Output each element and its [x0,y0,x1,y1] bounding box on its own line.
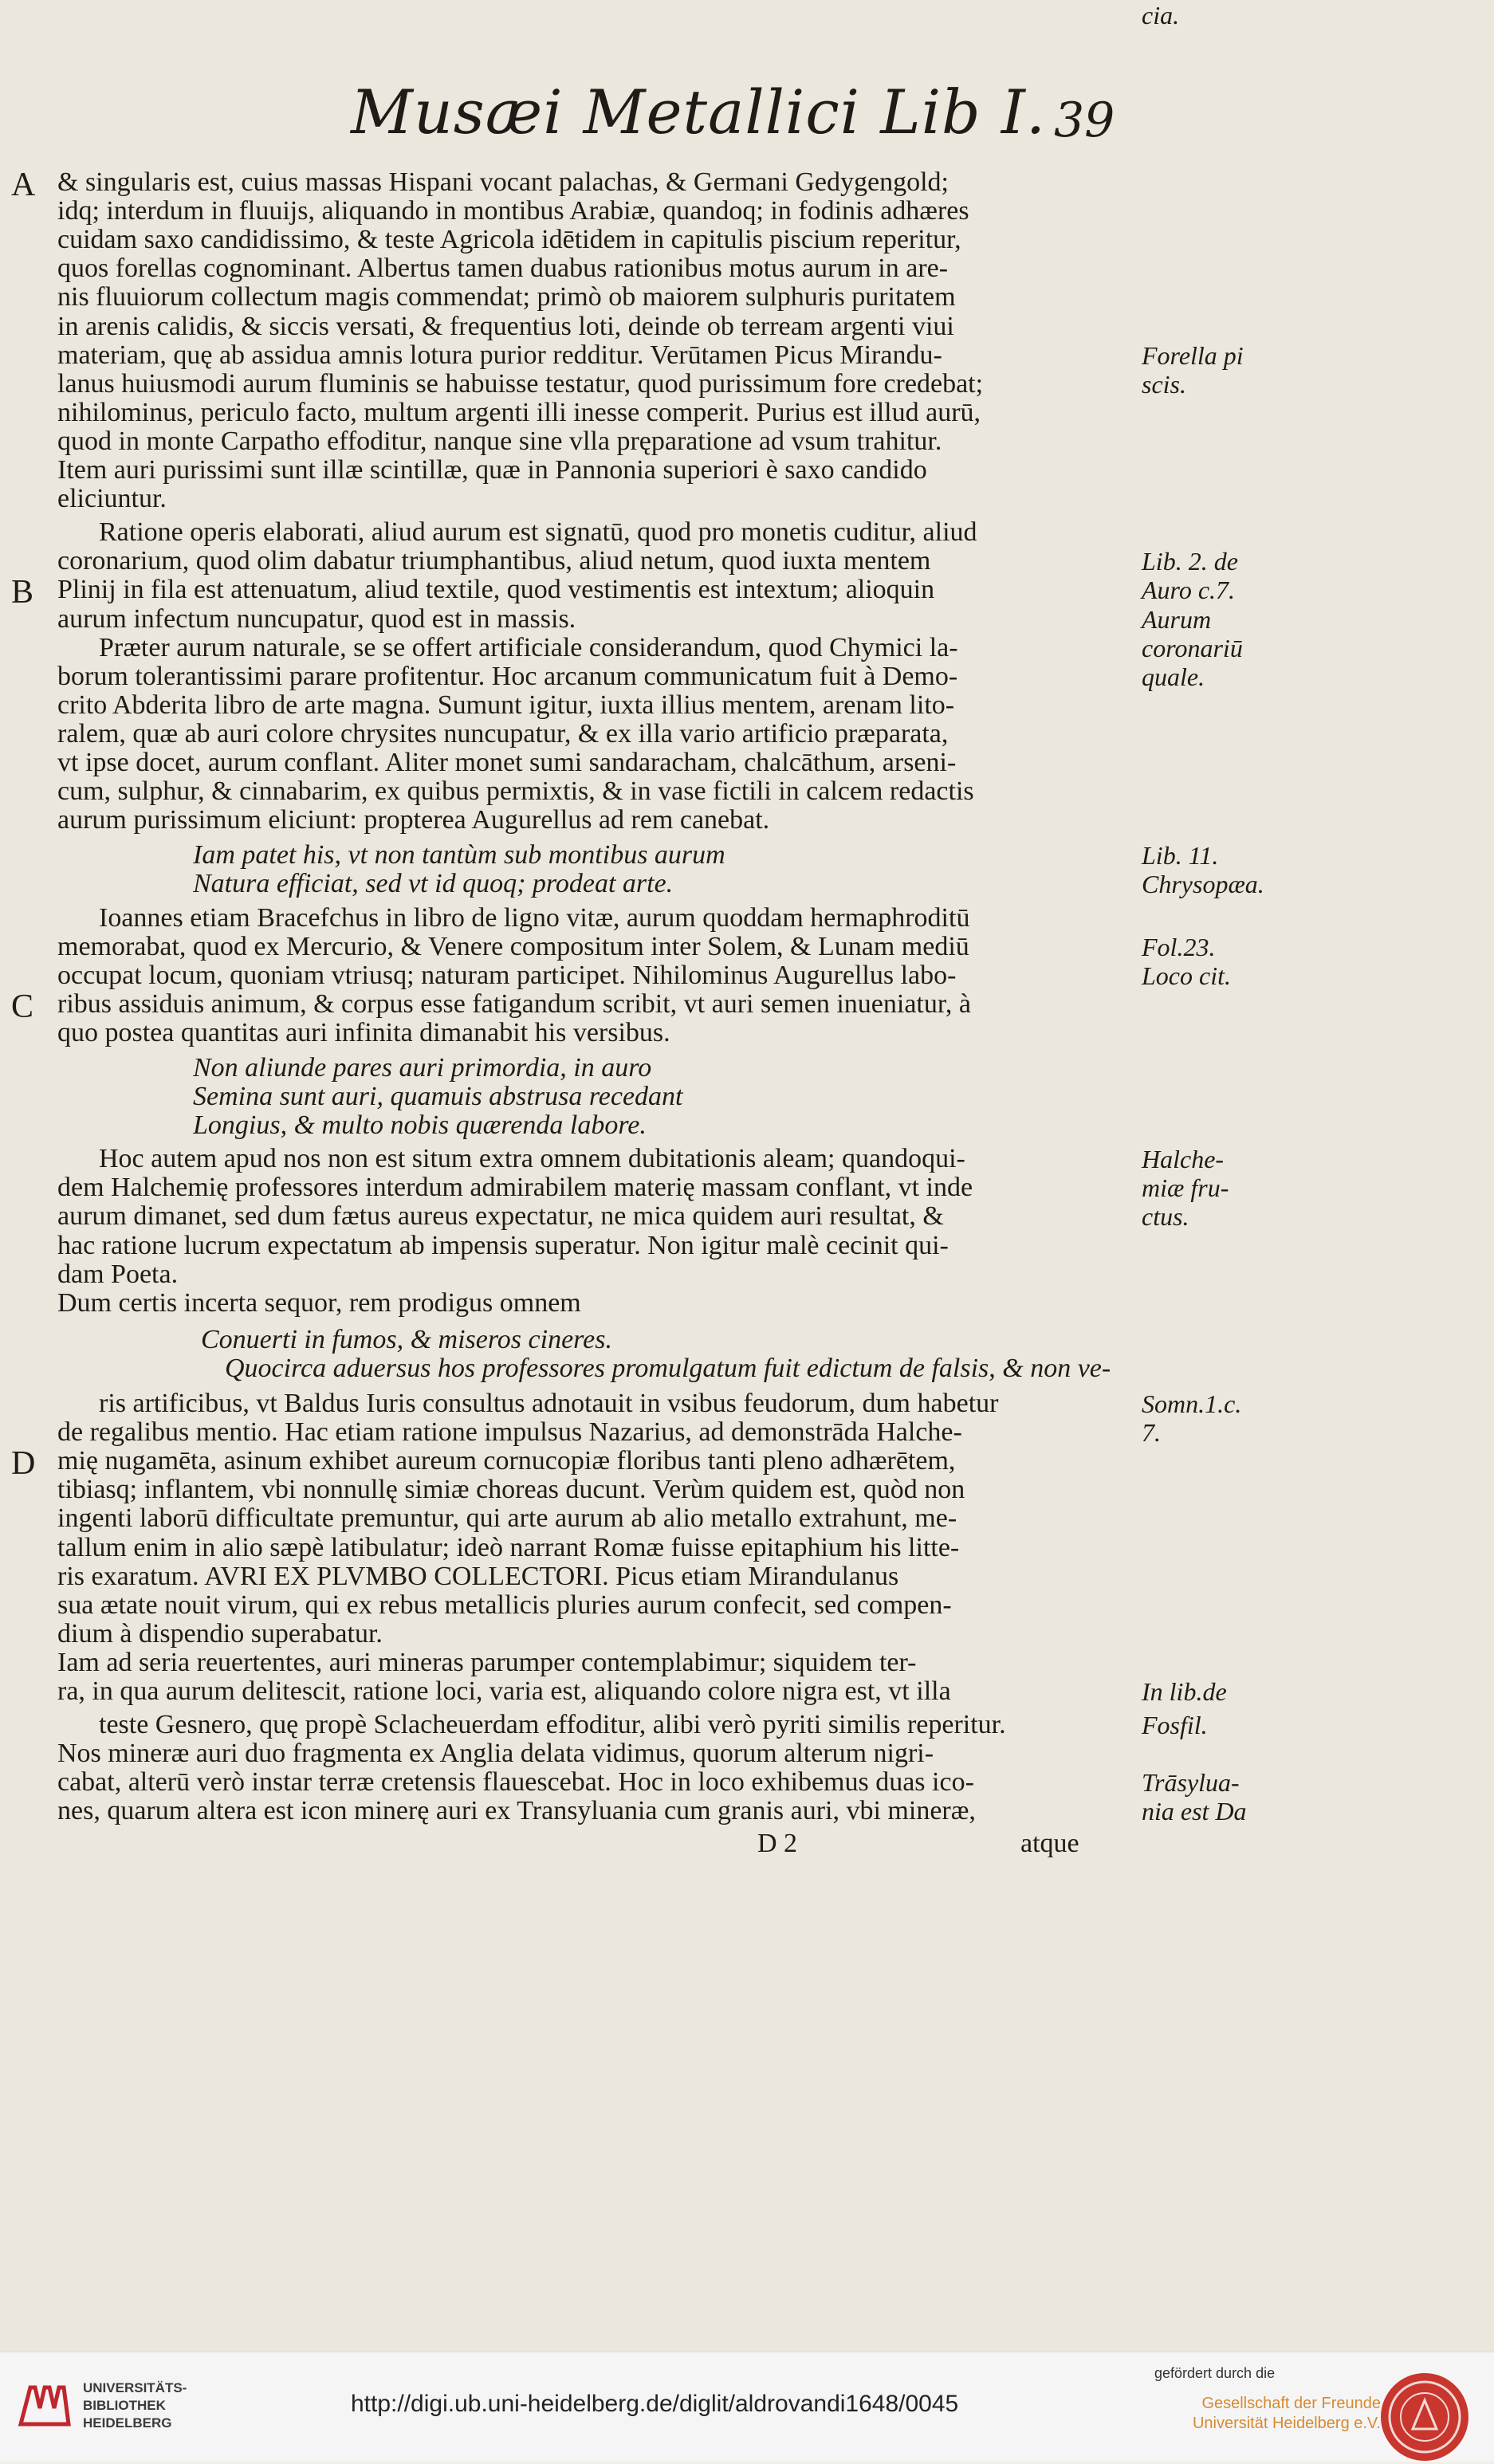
text-line: quod in monte Carpatho effoditur, nanque sine vlla pręparatione ad vsum trahitur. [57,426,942,456]
running-head-title: Musæi Metallici Lib I. [351,77,1047,147]
text-line: cum, sulphur, & cinnabarim, ex quibus permixtis, & in vase fictili in calcem redactis [57,776,974,806]
text-line: Item auri purissimi sunt illæ scintillæ, quæ in Pannonia superiori è saxo candido [57,455,927,485]
verse-line: Quocirca aduersus hos professores promulgatum fuit edictum de falsis, & non ve- [225,1354,1111,1383]
text-line: Præter aurum naturale, se se offert artificiale considerandum, quod Chymici la- [99,633,958,662]
text-line: Nos mineræ auri duo fragmenta ex Anglia delata vidimus, quorum alterum nigri- [57,1739,934,1768]
margin-note: Forella pi [1142,341,1244,370]
text-line: tibiasq; inflantem, vbi nonnullę simiæ choreas ducunt. Verùm quidem est, quòd non [57,1475,965,1504]
text-line: sua ætate nouit virum, qui ex rebus metallicis pluries aurum confecit, sed compen- [57,1590,952,1620]
sponsor-name: Gesellschaft der Freunde Universität Heidelberg e.V. [1192,2395,1381,2432]
text-line: aurum purissimum eliciunt: propterea Augurellus ad rem canebat. [57,805,770,835]
text-line: aurum dimanet, sed dum fætus aureus expectatur, ne mica quidem auri resultat, & [57,1201,944,1231]
margin-note: Somn.1.c. [1142,1389,1242,1418]
margin-note: Fol.23. [1142,933,1216,961]
margin-note: Aurum [1142,605,1212,634]
library-name: UNIVERSITÄTS- BIBLIOTHEK HEIDELBERG [83,2380,187,2431]
margin-note: Fosfil. [1142,1711,1208,1739]
text-line: borum tolerantissimi parare profitentur. Hoc arcanum communicatum fuit à Demo- [57,662,958,691]
margin-note: Halche- [1142,1145,1225,1173]
margin-note: In lib.de [1142,1677,1227,1706]
text-line: in arenis calidis, & siccis versati, & frequentius loti, deinde ob terream argenti viui [57,312,954,341]
verse-line: Longius, & multo nobis quærenda labore. [193,1110,647,1140]
page-url-link[interactable]: http://digi.ub.uni-heidelberg.de/diglit/aldrovandi1648/0045 [351,2391,959,2417]
text-line: hac ratione lucrum expectatum ab impensis superatur. Non igitur malè cecinit qui- [57,1231,949,1260]
margin-note: Auro c.7. [1142,576,1236,604]
page-number: 39 [1054,92,1115,148]
sponsor-label: gefördert durch die [1154,2365,1276,2381]
text-line: Iam ad seria reuertentes, auri mineras parumper contemplabimur; siquidem ter- [57,1648,917,1677]
text-line: Hoc autem apud nos non est situm extra omnem dubitationis aleam; quandoqui- [99,1144,965,1173]
text-line: quo postea quantitas auri infinita dimanabit his versibus. [57,1018,670,1047]
margin-note: 7. [1142,1418,1161,1447]
text-line: Ioannes etiam Bracefchus in libro de ligno vitæ, aurum quoddam hermaphroditū [99,903,970,933]
text-line: memorabat, quod ex Mercurio, & Venere compositum inter Solem, & Lunam mediū [57,932,969,961]
text-line: nihilominus, periculo facto, multum argenti illi inesse comperit. Purius est illud aurū, [57,398,981,427]
text-line: quos forellas cognominant. Albertus tamen duabus rationibus motus aurum in are- [57,253,949,283]
verse-line: Semina sunt auri, quamuis abstrusa recedant [193,1082,683,1111]
text-line: idq; interdum in fluuijs, aliquando in montibus Arabiæ, quandoq; in fodinis adhæres [57,196,969,226]
text-line: Plinij in fila est attenuatum, aliud textile, quod vestimentis est intextum; alioquin [57,575,935,604]
verse-line: Iam patet his, vt non tantùm sub montibus aurum [193,840,725,870]
text-line: occupat locum, quoniam vtriusq; naturam participet. Nihilominus Augurellus labo- [57,961,957,990]
text-line: & singularis est, cuius massas Hispani vocant palachas, & Germani Gedygengold; [57,167,949,197]
text-line: tallum enim in alio sæpè latibulatur; ideò narrant Romæ fuisse epitaphium his litte- [57,1533,960,1562]
text-line: cuidam saxo candidissimo, & teste Agricola idētidem in capitulis piscium reperitur, [57,225,961,254]
text-line: Ratione operis elaborati, aliud aurum est signatū, quod pro monetis cuditur, aliud [99,517,977,547]
footer-bar [0,2352,1494,2462]
text-line: mię nugamēta, asinum exhibet aureum cornucopiæ floribus tanti pleno adhærētem, [57,1446,956,1476]
margin-note: scis. [1142,370,1186,399]
margin-note: quale. [1142,662,1205,691]
text-line: aurum infectum nuncupatur, quod est in massis. [57,604,576,634]
signature-mark: D 2 [757,1829,798,1858]
margin-note: miæ fru- [1142,1173,1229,1202]
margin-note: Lib. 2. de [1142,547,1238,576]
margin-note: Chrysopæa. [1142,870,1264,898]
margin-note: cia. [1142,1,1180,29]
verse-line: Conuerti in fumos, & miseros cineres. [201,1325,612,1354]
verse-line: Natura efficiat, sed vt id quoq; prodeat arte. [193,869,674,898]
text-line: dem Halchemię professores interdum admirabilem materię massam conflant, vt inde [57,1173,973,1202]
text-line: dium à dispendio superabatur. [57,1619,383,1649]
text-line: ingenti laborū difficultate premuntur, qui arte aurum ab alio metallo extrahunt, me- [57,1503,957,1533]
text-line: eliciuntur. [57,484,167,513]
text-line: ris exaratum. AVRI EX PLVMBO COLLECTORI. Picus etiam Mirandulanus [57,1562,899,1591]
text-line: crito Abderita libro de arte magna. Sumunt igitur, iuxta illius mentem, arenam lito- [57,690,955,720]
text-line: materiam, quę ab assidua amnis lotura purior redditur. Verūtamen Picus Mirandu- [57,340,942,370]
text-line: ribus assiduis animum, & corpus esse fatigandum scribit, vt auri semen inueniatur, à [57,989,971,1019]
section-letter: C [11,988,34,1025]
section-letter: D [11,1445,36,1482]
text-line: Dum certis incerta sequor, rem prodigus omnem [57,1288,581,1318]
text-line: ra, in qua aurum delitescit, ratione loci, varia est, aliquando colore nigra est, vt illa [57,1676,951,1706]
text-line: dam Poeta. [57,1260,179,1289]
text-line: teste Gesnero, quę propè Sclacheuerdam effoditur, alibi verò pyriti similis reperitur. [99,1710,1006,1739]
margin-note: coronariū [1142,634,1243,662]
text-line: cabat, alterū verò instar terræ cretensis flauescebat. Hoc in loco exhibemus duas ico- [57,1767,974,1797]
margin-note: Trāsylua- [1142,1768,1240,1797]
text-line: nis fluuiorum collectum magis commendat; primò ob maiorem sulphuris puritatem [57,282,956,312]
text-line: coronarium, quod olim dabatur triumphantibus, aliud netum, quod iuxta mentem [57,546,931,576]
library-logo-icon [16,2376,73,2434]
text-line: lanus huiusmodi aurum fluminis se habuisse testatur, quod purissimum fore credebat; [57,369,984,399]
margin-note: ctus. [1142,1202,1189,1231]
margin-note: nia est Da [1142,1797,1247,1825]
university-seal-icon [1378,2370,1472,2464]
text-line: ralem, quæ ab auri colore chrysites nuncupatur, & ex illa vario artificio præparata, [57,719,949,749]
margin-note: Lib. 11. [1142,841,1219,870]
section-letter: B [11,574,34,611]
section-letter: A [11,167,36,203]
text-line: vt ipse docet, aurum conflant. Aliter monet sumi sandaracham, chalcāthum, arseni- [57,748,957,777]
margin-note: Loco cit. [1142,961,1231,990]
text-line: de regalibus mentio. Hac etiam ratione impulsus Nazarius, ad demonstrāda Halche- [57,1417,962,1447]
text-line: ris artificibus, vt Baldus Iuris consultus adnotauit in vsibus feudorum, dum habetur [99,1389,999,1418]
verse-line: Non aliunde pares auri primordia, in auro [193,1053,652,1083]
text-line: nes, quarum altera est icon minerę auri ex Transyluania cum granis auri, vbi mineræ, [57,1796,976,1825]
catchword: atque [1020,1829,1079,1858]
